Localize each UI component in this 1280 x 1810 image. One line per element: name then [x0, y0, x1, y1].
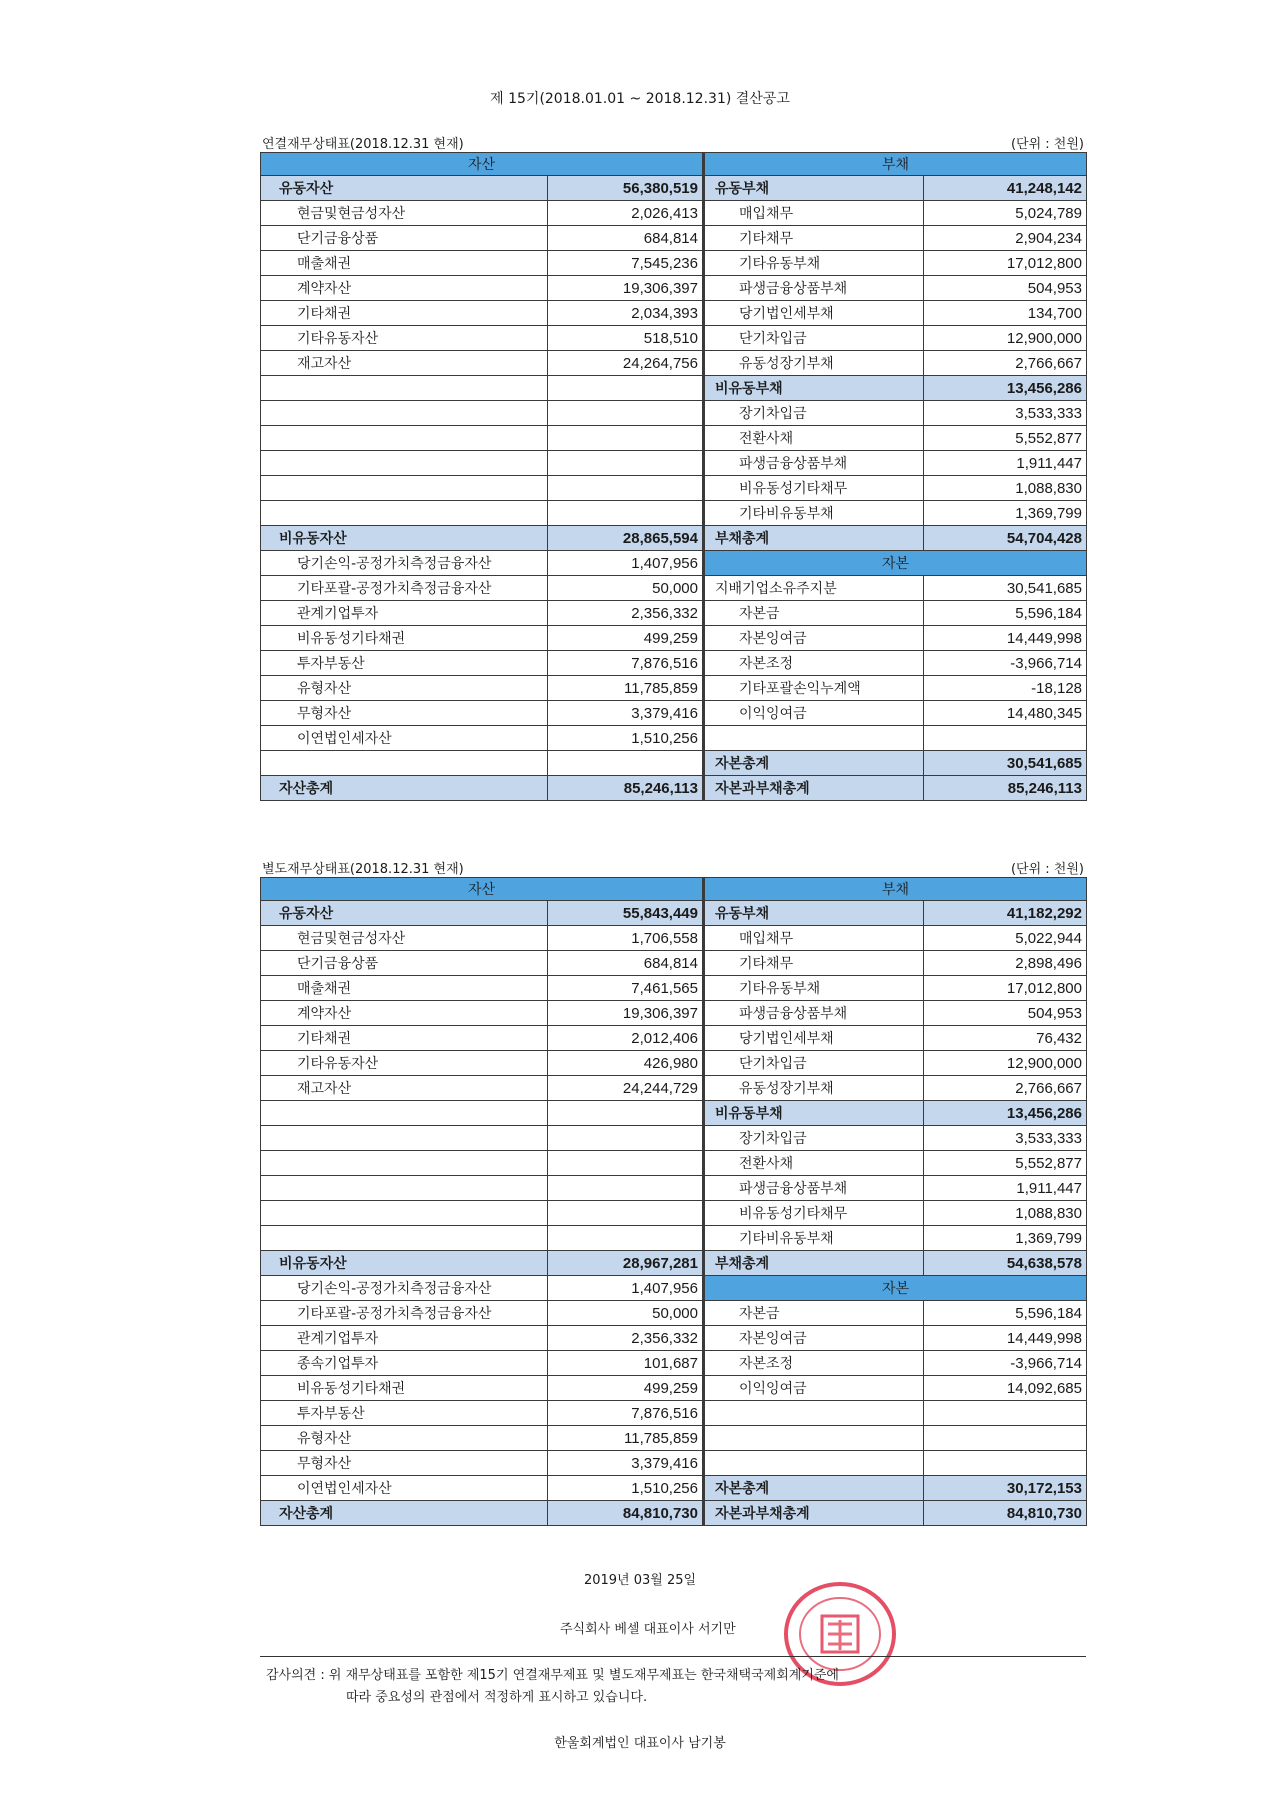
liabilities-header: 부채 — [704, 878, 1087, 901]
asset-label: 유형자산 — [261, 1426, 548, 1451]
assets-header: 자산 — [261, 878, 704, 901]
table-row — [261, 1001, 1087, 1026]
table-row — [261, 676, 1087, 701]
asset-value: 2,012,406 — [548, 1026, 704, 1051]
asset-label — [261, 1201, 548, 1226]
asset-label: 비유동자산 — [261, 1251, 548, 1276]
liability-value: 1,369,799 — [924, 1226, 1087, 1251]
liability-value: 17,012,800 — [924, 251, 1087, 276]
asset-label: 투자부동산 — [261, 1401, 548, 1426]
liability-value: 3,533,333 — [924, 1126, 1087, 1151]
liabilities-header: 부채 — [704, 153, 1087, 176]
table-row — [261, 651, 1087, 676]
consolidated-table — [260, 152, 1087, 801]
asset-value: 19,306,397 — [548, 276, 704, 301]
separate-title: 별도재무상태표(2018.12.31 현재) — [262, 862, 464, 877]
asset-value: 28,967,281 — [548, 1251, 704, 1276]
asset-value: 28,865,594 — [548, 526, 704, 551]
asset-label: 투자부동산 — [261, 651, 548, 676]
liability-value: 14,449,998 — [924, 1326, 1087, 1351]
table-row — [261, 376, 1087, 401]
table-row — [261, 901, 1087, 926]
liability-label: 자본총계 — [704, 1476, 924, 1501]
asset-label: 재고자산 — [261, 351, 548, 376]
asset-label: 계약자산 — [261, 276, 548, 301]
asset-label — [261, 501, 548, 526]
asset-label: 자산총계 — [261, 1501, 548, 1526]
asset-label: 종속기업투자 — [261, 1351, 548, 1376]
liability-label: 자본금 — [704, 1301, 924, 1326]
liability-label: 자본잉여금 — [704, 1326, 924, 1351]
asset-value: 85,246,113 — [548, 776, 704, 801]
asset-value — [548, 451, 704, 476]
asset-value: 55,843,449 — [548, 901, 704, 926]
table-row — [261, 476, 1087, 501]
asset-label: 계약자산 — [261, 1001, 548, 1026]
asset-label: 현금및현금성자산 — [261, 926, 548, 951]
liability-label: 부채총계 — [704, 526, 924, 551]
liability-label: 기타채무 — [704, 951, 924, 976]
table-row — [261, 451, 1087, 476]
liability-label: 당기법인세부채 — [704, 1026, 924, 1051]
asset-value: 101,687 — [548, 1351, 704, 1376]
asset-value — [548, 1201, 704, 1226]
table-row — [261, 1251, 1087, 1276]
consolidated-section — [260, 132, 1086, 801]
liability-value: 5,024,789 — [924, 201, 1087, 226]
table-row — [261, 201, 1087, 226]
asset-value: 19,306,397 — [548, 1001, 704, 1026]
liability-label: 유동성장기부채 — [704, 351, 924, 376]
equity-header: 자본 — [704, 1276, 1087, 1301]
audit-opinion-line1: 감사의견 : 위 재무상태표를 포함한 제15기 연결재무제표 및 별도재무제표는 한국채택국제회계기준에 — [266, 1668, 839, 1683]
liability-label: 이익잉여금 — [704, 1376, 924, 1401]
table-row — [261, 1201, 1087, 1226]
liability-value: -3,966,714 — [924, 651, 1087, 676]
table-row — [261, 1501, 1087, 1526]
asset-value: 11,785,859 — [548, 1426, 704, 1451]
liability-label: 장기차입금 — [704, 401, 924, 426]
asset-label — [261, 1176, 548, 1201]
liability-label: 자본과부채총계 — [704, 776, 924, 801]
table-row — [261, 1226, 1087, 1251]
table-row — [261, 576, 1087, 601]
asset-value: 1,706,558 — [548, 926, 704, 951]
liability-value: 17,012,800 — [924, 976, 1087, 1001]
liability-value: 30,172,153 — [924, 1476, 1087, 1501]
asset-value — [548, 501, 704, 526]
asset-label: 이연법인세자산 — [261, 1476, 548, 1501]
asset-label: 유형자산 — [261, 676, 548, 701]
liability-value: 14,480,345 — [924, 701, 1087, 726]
consolidated-title: 연결재무상태표(2018.12.31 현재) — [262, 137, 464, 152]
liability-label: 기타포괄손익누계액 — [704, 676, 924, 701]
table-row — [261, 1076, 1087, 1101]
asset-value: 7,876,516 — [548, 1401, 704, 1426]
liability-label — [704, 1426, 924, 1451]
liability-label: 단기차입금 — [704, 326, 924, 351]
table-row — [261, 226, 1087, 251]
liability-label: 자본조정 — [704, 1351, 924, 1376]
liability-label: 유동부채 — [704, 901, 924, 926]
liability-label: 자본금 — [704, 601, 924, 626]
liability-label: 파생금융상품부채 — [704, 1001, 924, 1026]
table-row — [261, 1401, 1087, 1426]
liability-value: 12,900,000 — [924, 326, 1087, 351]
table-row — [261, 1376, 1087, 1401]
asset-value: 3,379,416 — [548, 1451, 704, 1476]
equity-header: 자본 — [704, 551, 1087, 576]
liability-label: 기타비유동부채 — [704, 501, 924, 526]
table-row — [261, 401, 1087, 426]
asset-label: 당기손익-공정가치측정금융자산 — [261, 1276, 548, 1301]
asset-label — [261, 751, 548, 776]
liability-label: 기타채무 — [704, 226, 924, 251]
table-row — [261, 601, 1087, 626]
asset-label: 단기금융상품 — [261, 951, 548, 976]
separate-unit: (단위 : 천원) — [1010, 862, 1084, 877]
liability-label: 매입채무 — [704, 201, 924, 226]
liability-label: 전환사채 — [704, 426, 924, 451]
liability-label: 자본과부채총계 — [704, 1501, 924, 1526]
table-row — [261, 1026, 1087, 1051]
liability-value: 5,596,184 — [924, 1301, 1087, 1326]
asset-label: 관계기업투자 — [261, 601, 548, 626]
asset-label: 비유동성기타채권 — [261, 1376, 548, 1401]
liability-label: 기타유동부채 — [704, 251, 924, 276]
liability-value: 30,541,685 — [924, 751, 1087, 776]
table-row — [261, 1276, 1087, 1301]
liability-label: 파생금융상품부채 — [704, 1176, 924, 1201]
liability-value: 504,953 — [924, 1001, 1087, 1026]
table-row — [261, 1126, 1087, 1151]
asset-label — [261, 1126, 548, 1151]
liability-value: 1,369,799 — [924, 501, 1087, 526]
liability-value: -3,966,714 — [924, 1351, 1087, 1376]
liability-label: 장기차입금 — [704, 1126, 924, 1151]
asset-label: 매출채권 — [261, 976, 548, 1001]
asset-value — [548, 476, 704, 501]
announcement-date: 2019년 03월 25일 — [583, 1573, 697, 1588]
liability-value: 504,953 — [924, 276, 1087, 301]
liability-value: 13,456,286 — [924, 1101, 1087, 1126]
liability-value: 85,246,113 — [924, 776, 1087, 801]
liability-value: 2,898,496 — [924, 951, 1087, 976]
asset-value: 684,814 — [548, 226, 704, 251]
asset-label — [261, 1226, 548, 1251]
liability-label: 단기차입금 — [704, 1051, 924, 1076]
table-row — [261, 1351, 1087, 1376]
table-row — [261, 551, 1087, 576]
asset-value — [548, 426, 704, 451]
separate-section — [260, 857, 1086, 1526]
table-row — [261, 1176, 1087, 1201]
table-row — [261, 926, 1087, 951]
asset-value: 50,000 — [548, 576, 704, 601]
asset-label — [261, 451, 548, 476]
asset-label: 비유동자산 — [261, 526, 548, 551]
liability-value: 13,456,286 — [924, 376, 1087, 401]
liability-value: 1,088,830 — [924, 1201, 1087, 1226]
asset-value: 2,356,332 — [548, 1326, 704, 1351]
table-row — [261, 1326, 1087, 1351]
liability-value: 41,182,292 — [924, 901, 1087, 926]
liability-label: 지배기업소유주지분 — [704, 576, 924, 601]
liability-value: 30,541,685 — [924, 576, 1087, 601]
liability-value: 2,766,667 — [924, 351, 1087, 376]
asset-label: 비유동성기타채권 — [261, 626, 548, 651]
liability-value: 1,088,830 — [924, 476, 1087, 501]
liability-value — [924, 726, 1087, 751]
asset-value: 2,034,393 — [548, 301, 704, 326]
asset-value: 84,810,730 — [548, 1501, 704, 1526]
liability-value: 1,911,447 — [924, 451, 1087, 476]
liability-label: 자본조정 — [704, 651, 924, 676]
liability-value: 14,449,998 — [924, 626, 1087, 651]
liability-label — [704, 726, 924, 751]
liability-label: 비유동성기타채무 — [704, 1201, 924, 1226]
table-row — [261, 1101, 1087, 1126]
liability-value: 12,900,000 — [924, 1051, 1087, 1076]
table-row — [261, 1301, 1087, 1326]
table-row — [261, 1476, 1087, 1501]
asset-value — [548, 1126, 704, 1151]
liability-value: 54,638,578 — [924, 1251, 1087, 1276]
asset-label: 무형자산 — [261, 1451, 548, 1476]
asset-value: 11,785,859 — [548, 676, 704, 701]
liability-value — [924, 1451, 1087, 1476]
liability-label: 당기법인세부채 — [704, 301, 924, 326]
asset-label: 기타포괄-공정가치측정금융자산 — [261, 576, 548, 601]
table-row — [261, 776, 1087, 801]
asset-label: 단기금융상품 — [261, 226, 548, 251]
liability-value — [924, 1401, 1087, 1426]
asset-value: 684,814 — [548, 951, 704, 976]
company-representative: 주식회사 베셀 대표이사 서기만 — [560, 1622, 736, 1637]
liability-label: 이익잉여금 — [704, 701, 924, 726]
table-row — [261, 751, 1087, 776]
asset-value: 24,244,729 — [548, 1076, 704, 1101]
asset-label: 기타채권 — [261, 1026, 548, 1051]
liability-label — [704, 1401, 924, 1426]
asset-label: 기타유동자산 — [261, 1051, 548, 1076]
asset-label: 기타유동자산 — [261, 326, 548, 351]
asset-value: 7,461,565 — [548, 976, 704, 1001]
table-header-row — [261, 153, 1087, 176]
liability-value: 5,552,877 — [924, 1151, 1087, 1176]
liability-value: 76,432 — [924, 1026, 1087, 1051]
liability-label: 비유동부채 — [704, 376, 924, 401]
asset-value — [548, 1101, 704, 1126]
liability-value — [924, 1426, 1087, 1451]
liability-label: 전환사채 — [704, 1151, 924, 1176]
asset-value: 2,026,413 — [548, 201, 704, 226]
liability-value: 84,810,730 — [924, 1501, 1087, 1526]
asset-label — [261, 1151, 548, 1176]
table-row — [261, 1051, 1087, 1076]
liability-value: 2,904,234 — [924, 226, 1087, 251]
asset-label: 무형자산 — [261, 701, 548, 726]
liability-label: 기타비유동부채 — [704, 1226, 924, 1251]
table-row — [261, 1151, 1087, 1176]
asset-value: 1,407,956 — [548, 551, 704, 576]
asset-label — [261, 476, 548, 501]
asset-value: 24,264,756 — [548, 351, 704, 376]
liability-label: 유동성장기부채 — [704, 1076, 924, 1101]
separate-table — [260, 877, 1087, 1526]
liability-value: 5,022,944 — [924, 926, 1087, 951]
liability-label: 파생금융상품부채 — [704, 451, 924, 476]
liability-label: 유동부채 — [704, 176, 924, 201]
audit-opinion — [266, 1665, 1086, 1709]
assets-header: 자산 — [261, 153, 704, 176]
consolidated-unit: (단위 : 천원) — [1010, 137, 1084, 152]
table-row — [261, 1451, 1087, 1476]
liability-label — [704, 1451, 924, 1476]
asset-value — [548, 1226, 704, 1251]
table-header-row — [261, 878, 1087, 901]
page-title: 제 15기(2018.01.01 ~ 2018.12.31) 결산공고 — [490, 91, 790, 107]
liability-value: 41,248,142 — [924, 176, 1087, 201]
asset-label — [261, 401, 548, 426]
table-row — [261, 1426, 1087, 1451]
asset-value: 50,000 — [548, 1301, 704, 1326]
table-row — [261, 976, 1087, 1001]
asset-value — [548, 401, 704, 426]
liability-label: 기타유동부채 — [704, 976, 924, 1001]
liability-label: 파생금융상품부채 — [704, 276, 924, 301]
liability-value: 134,700 — [924, 301, 1087, 326]
asset-value — [548, 376, 704, 401]
asset-label: 당기손익-공정가치측정금융자산 — [261, 551, 548, 576]
table-row — [261, 301, 1087, 326]
table-row — [261, 351, 1087, 376]
asset-value: 7,545,236 — [548, 251, 704, 276]
asset-label: 유동자산 — [261, 176, 548, 201]
asset-value: 7,876,516 — [548, 651, 704, 676]
audit-opinion-line2: 따라 중요성의 관점에서 적정하게 표시하고 있습니다. — [346, 1690, 648, 1705]
asset-label: 매출채권 — [261, 251, 548, 276]
asset-value: 1,510,256 — [548, 1476, 704, 1501]
liability-value: 5,596,184 — [924, 601, 1087, 626]
asset-value: 426,980 — [548, 1051, 704, 1076]
asset-label — [261, 426, 548, 451]
asset-label: 현금및현금성자산 — [261, 201, 548, 226]
liability-value: -18,128 — [924, 676, 1087, 701]
asset-value: 499,259 — [548, 626, 704, 651]
table-row — [261, 501, 1087, 526]
table-row — [261, 426, 1087, 451]
asset-value — [548, 1176, 704, 1201]
asset-label: 유동자산 — [261, 901, 548, 926]
asset-label: 재고자산 — [261, 1076, 548, 1101]
asset-label: 기타채권 — [261, 301, 548, 326]
table-row — [261, 276, 1087, 301]
liability-label: 비유동부채 — [704, 1101, 924, 1126]
liability-value: 3,533,333 — [924, 401, 1087, 426]
table-row — [261, 626, 1087, 651]
asset-label: 기타포괄-공정가치측정금융자산 — [261, 1301, 548, 1326]
asset-value: 1,407,956 — [548, 1276, 704, 1301]
asset-value: 499,259 — [548, 1376, 704, 1401]
asset-label: 관계기업투자 — [261, 1326, 548, 1351]
liability-label: 부채총계 — [704, 1251, 924, 1276]
liability-value: 2,766,667 — [924, 1076, 1087, 1101]
liability-value: 1,911,447 — [924, 1176, 1087, 1201]
table-row — [261, 251, 1087, 276]
liability-label: 자본잉여금 — [704, 626, 924, 651]
asset-value: 3,379,416 — [548, 701, 704, 726]
table-row — [261, 726, 1087, 751]
asset-label — [261, 376, 548, 401]
divider — [260, 1656, 1086, 1657]
table-row — [261, 951, 1087, 976]
liability-value: 54,704,428 — [924, 526, 1087, 551]
table-row — [261, 701, 1087, 726]
asset-value — [548, 751, 704, 776]
asset-value: 56,380,519 — [548, 176, 704, 201]
asset-value: 518,510 — [548, 326, 704, 351]
asset-value: 1,510,256 — [548, 726, 704, 751]
asset-label: 자산총계 — [261, 776, 548, 801]
asset-value — [548, 1151, 704, 1176]
asset-label: 이연법인세자산 — [261, 726, 548, 751]
table-row — [261, 526, 1087, 551]
table-row — [261, 326, 1087, 351]
asset-value: 2,356,332 — [548, 601, 704, 626]
liability-value: 14,092,685 — [924, 1376, 1087, 1401]
liability-label: 자본총계 — [704, 751, 924, 776]
liability-label: 매입채무 — [704, 926, 924, 951]
asset-label — [261, 1101, 548, 1126]
liability-value: 5,552,877 — [924, 426, 1087, 451]
table-row — [261, 176, 1087, 201]
auditor-signature: 한울회계법인 대표이사 남기봉 — [554, 1736, 726, 1751]
liability-label: 비유동성기타채무 — [704, 476, 924, 501]
